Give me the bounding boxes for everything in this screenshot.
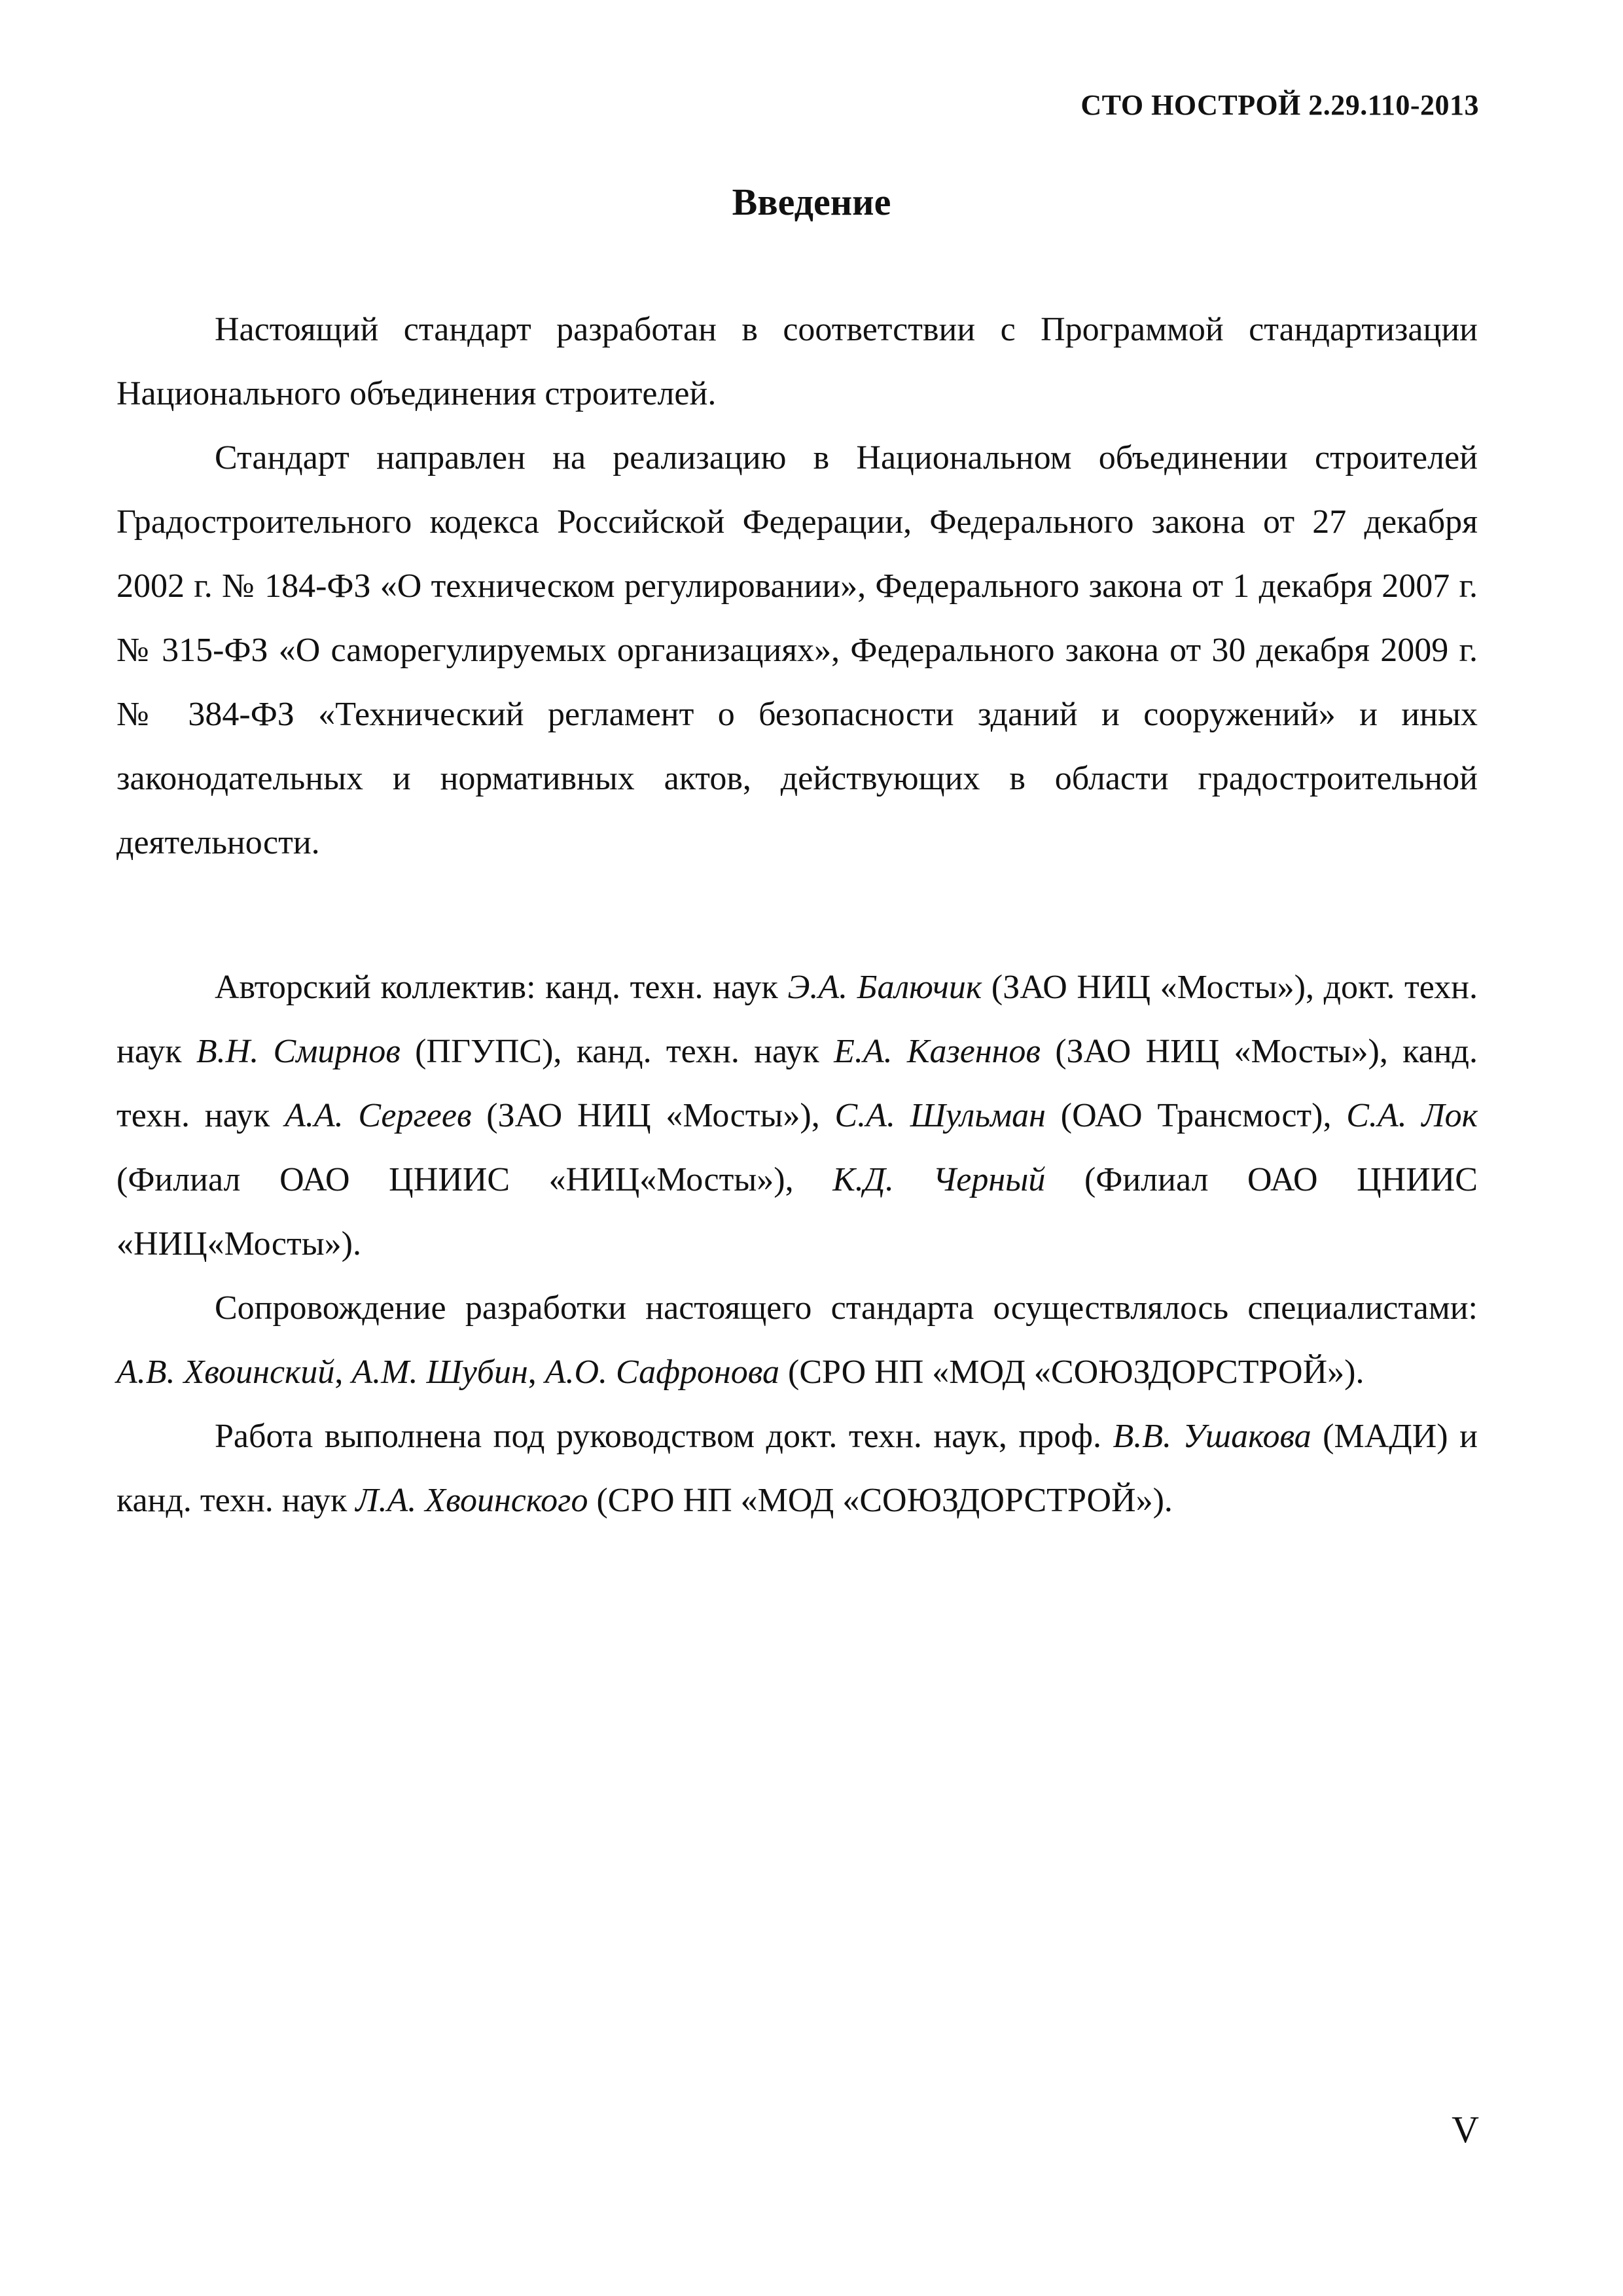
authors-text: (ЗАО НИЦ «Мосты»), докт. техн. наук <box>116 969 1478 1070</box>
intro-paragraph-1: Настоящий стандарт разработан в соответствии с Программой стандартизации Национального объединения строителей. <box>116 311 1478 412</box>
leader-name: Л.А. Хвоинского <box>355 1482 588 1519</box>
support-text: (СРО НП «МОД «СОЮЗДОРСТРОЙ»). <box>779 1354 1364 1391</box>
intro-section <box>116 298 1478 875</box>
specialist-name: А.В. Хвоинский <box>116 1354 335 1391</box>
authors-text: Авторский коллектив: канд. техн. наук <box>215 969 788 1006</box>
authors-text: (ЗАО НИЦ «Мосты»), <box>471 1097 835 1134</box>
authors-text: (Филиал ОАО ЦНИИС «НИЦ«Мосты»), <box>116 1161 833 1198</box>
support-separator: , <box>527 1354 545 1391</box>
author-name: К.Д. Черный <box>832 1161 1046 1198</box>
page-number: V <box>1452 2108 1479 2151</box>
specialist-name: А.О. Сафронова <box>544 1354 780 1391</box>
specialist-name: А.М. Шубин <box>351 1354 528 1391</box>
support-paragraph <box>116 1276 1478 1405</box>
authors-paragraph <box>116 956 1478 1276</box>
authors-text: (ПГУПС), канд. техн. наук <box>400 1033 834 1070</box>
document-code: СТО НОСТРОЙ 2.29.110-2013 <box>1080 89 1479 121</box>
authors-text: (ЗАО НИЦ «Мосты»), канд. техн. наук <box>116 1033 1478 1134</box>
author-name: С.А. Лок <box>1346 1097 1478 1134</box>
support-text: Сопровождение разработки настоящего стандарта осуществлялось специалистами: <box>215 1289 1478 1327</box>
author-name: С.А. Шульман <box>834 1097 1046 1134</box>
author-name: Э.А. Балючик <box>787 969 982 1006</box>
authors-text: (ОАО Трансмост), <box>1045 1097 1347 1134</box>
leader-name: В.В. Ушакова <box>1113 1418 1311 1455</box>
leadership-text: (МАДИ) и канд. техн. наук <box>116 1418 1478 1519</box>
authors-text: (Филиал ОАО ЦНИИС «НИЦ«Мосты»). <box>116 1161 1478 1263</box>
support-separator: , <box>334 1354 352 1391</box>
leadership-text: (СРО НП «МОД «СОЮЗДОРСТРОЙ»). <box>588 1482 1173 1519</box>
leadership-paragraph <box>116 1405 1478 1533</box>
section-title: Введение <box>732 181 891 223</box>
intro-paragraph-2: Стандарт направлен на реализацию в Национальном объединении строителей Градостроительного кодекса Российской Федерации, Федерального закона от 27 декабря 2002 г. № 184-ФЗ «О техническом регулировании», Федерального закона от 1 декабря 2007 г. № 315-ФЗ «О саморегулируемых организациях», Федерального закона от 30 декабря 2009 г. № 384-ФЗ «Технический регламент о безопасности зданий и сооружений» и иных законодательных и нормативных актов, действующих в области градостроительной деятельности. <box>116 439 1478 861</box>
leadership-text: Работа выполнена под руководством докт. техн. наук, проф. <box>215 1418 1113 1455</box>
author-name: В.Н. Смирнов <box>196 1033 401 1070</box>
author-name: Е.А. Казеннов <box>834 1033 1041 1070</box>
credits-section <box>116 956 1478 1533</box>
author-name: А.А. Сергеев <box>285 1097 472 1134</box>
